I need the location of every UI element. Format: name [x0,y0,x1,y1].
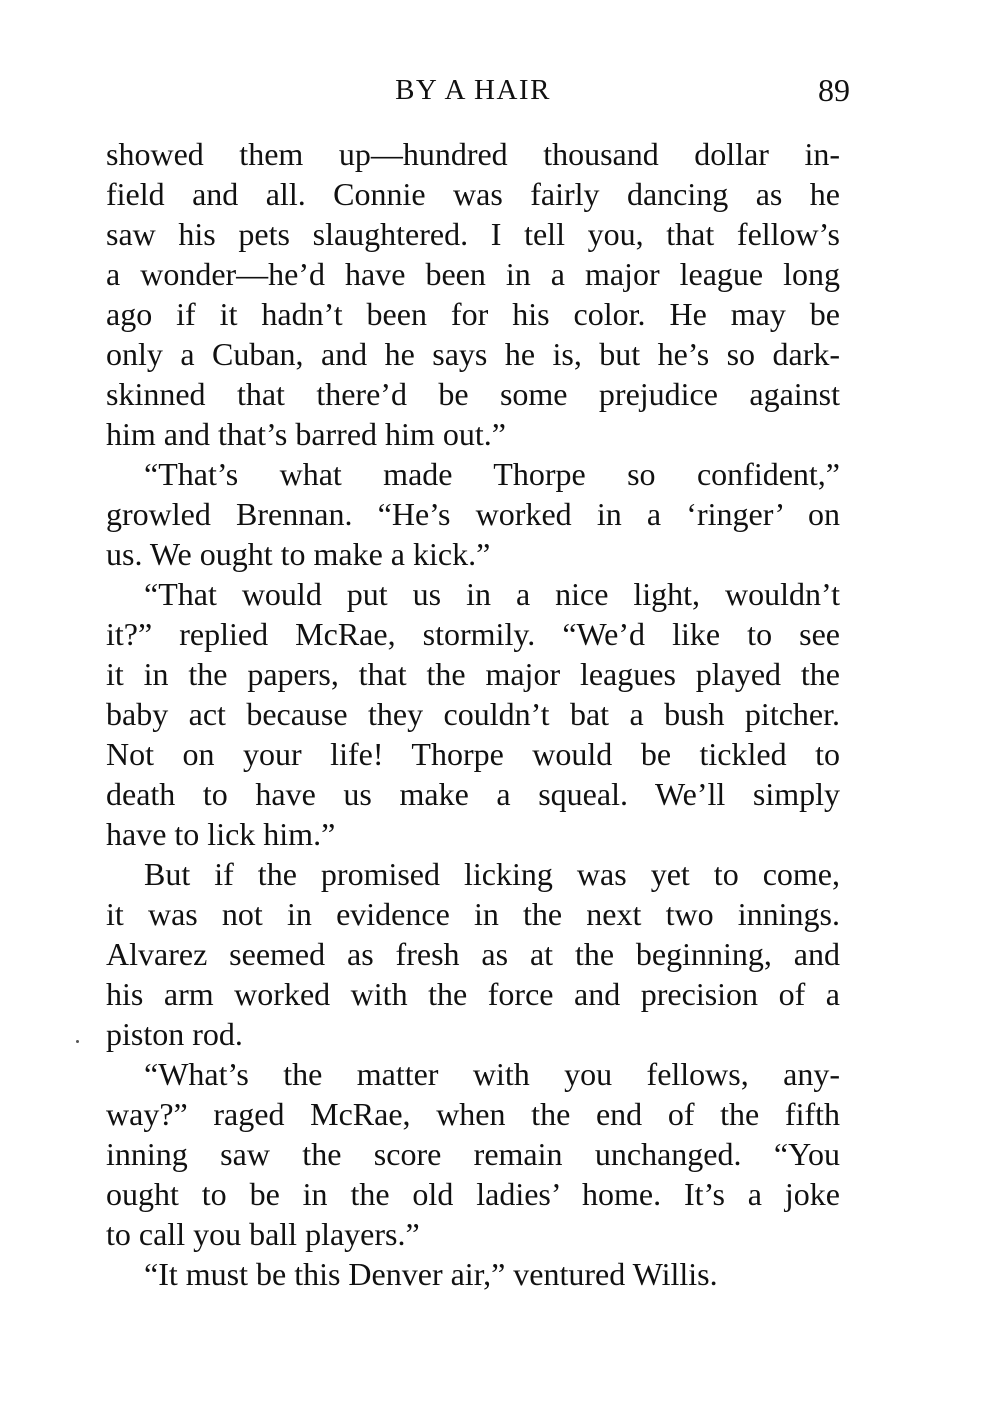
body-text [106,134,840,1294]
text-line: Not on your life! Thorpe would be tickled to [106,736,840,772]
print-speck [76,1040,79,1043]
text-line: ought to be in the old ladies’ home. It’s a joke [106,1176,840,1212]
text-line: inning saw the score remain unchanged. “You [106,1136,840,1172]
text-line: his arm worked with the force and precision of a [106,976,840,1012]
text-line: piston rod. [106,1016,243,1052]
text-line: baby act because they couldn’t bat a bush pitcher. [106,696,840,732]
text-line: it in the papers, that the major leagues played the [106,656,840,692]
text-line: “That’s what made Thorpe so confident,” [144,456,840,492]
text-line: Alvarez seemed as fresh as at the beginning, and [106,936,840,972]
text-line: ago if it hadn’t been for his color. He may be [106,296,840,332]
text-line: saw his pets slaughtered. I tell you, that fellow’s [106,216,840,252]
text-line: him and that’s barred him out.” [106,416,506,452]
text-line: growled Brennan. “He’s worked in a ‘ringer’ on [106,496,840,532]
page-number: 89 [818,72,850,108]
text-line: it was not in evidence in the next two innings. [106,896,840,932]
text-line: it?” replied McRae, stormily. “We’d like to see [106,616,840,652]
running-title: BY A HAIR [395,74,551,106]
text-line: “That would put us in a nice light, wouldn’t [144,576,840,612]
text-line: a wonder—he’d have been in a major league long [106,256,840,292]
text-line: have to lick him.” [106,816,336,852]
text-line: “What’s the matter with you fellows, any- [144,1056,840,1092]
running-head [106,70,850,110]
text-line: us. We ought to make a kick.” [106,536,491,572]
text-line: to call you ball players.” [106,1216,420,1252]
text-line: “It must be this Denver air,” ventured Willis. [144,1256,718,1292]
text-line: field and all. Connie was fairly dancing as he [106,176,840,212]
text-line: skinned that there’d be some prejudice against [106,376,840,412]
text-line: only a Cuban, and he says he is, but he’s so dark- [106,336,840,372]
text-line: But if the promised licking was yet to come, [144,856,840,892]
text-line: way?” raged McRae, when the end of the fifth [106,1096,840,1132]
text-line: showed them up—hundred thousand dollar in- [106,136,840,172]
text-line: death to have us make a squeal. We’ll simply [106,776,840,812]
